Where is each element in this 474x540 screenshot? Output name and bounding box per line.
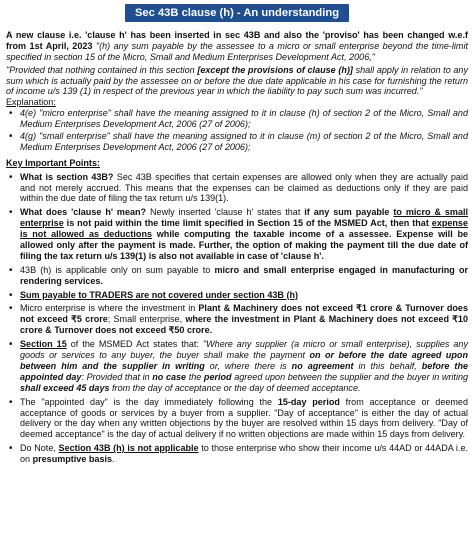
point-section-15: • Section 15 of the MSMED Act states that: "Where any supplier (a micro or small enterprise), supplies any goods or services to any buyer, the buyer shall make the payment on or before the date agreed upon between him and the supplier in writing or, where there is no agreement in this behalf, before the appointed day: Provided that in no case the period agreed upon between the supplier and the buyer in writing shall exceed 45 days from the day of acceptance or the day of deemed acceptance.: [6, 339, 468, 393]
explanation-heading: Explanation:: [6, 97, 56, 108]
key-points-list: [6, 172, 468, 465]
explanation-list: [6, 108, 468, 153]
intro-paragraph: [6, 30, 468, 63]
proviso-paragraph: [6, 65, 468, 98]
point-appointed-day: • The "appointed day" is the day immediately following the 15-day period from acceptance or deemed acceptance of goods or services by a buyer from a supplier. "Day of acceptance" is either the day of actual delivery or the day when any written objections by the buyer are resolved within 15 days from delivery. "Day of deemed acceptance" is the day of actual delivery if no written objections are made within 15 days from delivery.: [6, 397, 468, 441]
point-clause-h-meaning: • What does 'clause h' mean? Newly inserted 'clause h' states that if any sum payable to micro & small enterprise is not paid within the time limit specified in Section 15 of the MSMED Act, then that expense is not allowed as deductions while computing the taxable income of a assessee. Expense will be allowed only after the payment is made. Further, the option of making the payment till the due date of filing the tax return u/s 139(1) is also not available in case of 'clause h'.: [6, 207, 468, 261]
proviso-text-2: shall apply in relation to any sum which is actually paid by the assessee on or before the due date applicable in his case for furnishing the return of income u/s 139 (1) in respect of the previous year in which the liability to pay such sum was incurred.": [6, 64, 468, 97]
point-presumptive: • Do Note, Section 43B (h) is not applicable to those enterprise who show their income u/s 44AD or 44ADA i.e. on presumptive basis.: [6, 443, 468, 465]
point-traders: • Sum payable to TRADERS are not covered under section 43B (h): [6, 290, 468, 301]
clause-h-quote: "(h) any sum payable by the assessee to a micro or small enterprise beyond the time-limit specified in section 15 of the Micro, Small and Medium Enterprises Development Act, 2006,": [6, 40, 468, 62]
proviso-text-1: "Provided that nothing contained in this section: [6, 64, 198, 75]
point-applicability: • 43B (h) is applicable only on sum payable to micro and small enterprise engaged in manufacturing or rendering services.: [6, 265, 468, 287]
explanation-item-micro: • 4(e) "micro enterprise" shall have the meaning assigned to it in clause (h) of section 2 of the Micro, Small and Medium Enterprises Development Act, 2006 (27 of 2006);: [6, 108, 468, 130]
page-title: Sec 43B clause (h) - An understanding: [125, 4, 349, 22]
key-points-heading: Key Important Points:: [6, 157, 100, 168]
explanation-item-small: • 4(g) "small enterprise" shall have the meaning assigned to it in clause (m) of section 2 of the Micro, Small and Medium Enterprises Development Act, 2006 (27 of 2006);: [6, 131, 468, 153]
proviso-exception: [except the provisions of clause (h)]: [197, 64, 353, 75]
point-enterprise-definition: • Micro enterprise is where the investment in Plant & Machinery does not exceed ₹1 crore & Turnover does not exceed ₹5 crore; Small enterprise, where the investment in Plant & Machinery does not exceed ₹10 crore & Turnover does not exceed ₹50 crore.: [6, 303, 468, 336]
intro-lead: A new clause i.e. 'clause h' has been inserted in sec 43B and also the 'proviso' has been changed w.e.f from 1st April, 2023: [6, 30, 468, 51]
point-what-is-43b: • What is section 43B? Sec 43B specifies that certain expenses are allowed only when they are actually paid and not merely accrued. This means that the expenses can be claimed as deductions only if they are paid within the due date of filing the tax return u/s 139(1).: [6, 172, 468, 205]
